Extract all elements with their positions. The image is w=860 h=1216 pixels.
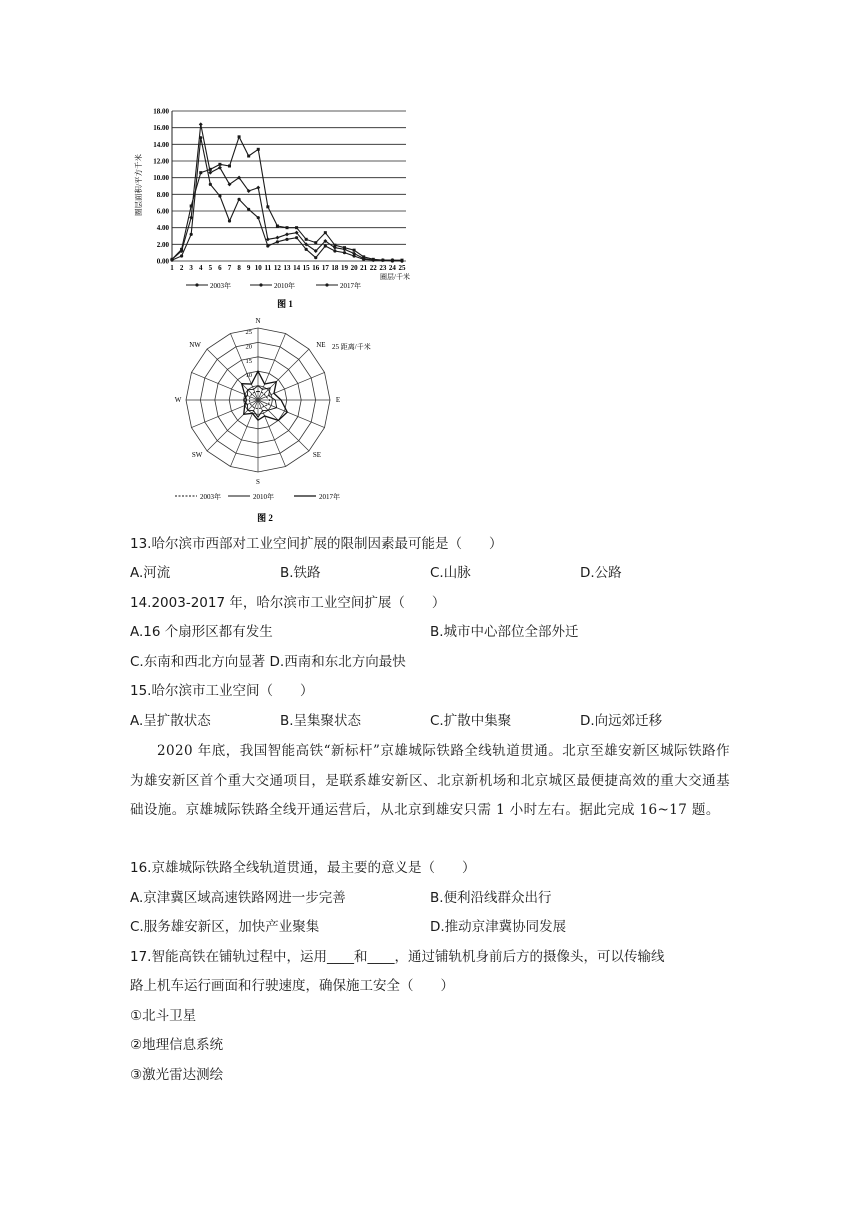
q17-stem-line1	[130, 951, 664, 965]
q13-option-b: B.铁路	[280, 565, 321, 581]
q17-blank-2: ____	[367, 949, 395, 965]
figure2-legend-label: 2017年	[319, 493, 340, 501]
figure2-ring-label: 25	[245, 329, 252, 336]
figure1-x-tick-label: 10	[254, 264, 262, 272]
figure1-x-tick-label: 5	[208, 264, 213, 272]
q16-stem: 16.京雄城际铁路全线轨道贯通，最主要的意义是（ ）	[130, 860, 476, 876]
figure1-data-point	[285, 238, 288, 241]
figure1-data-point	[314, 256, 317, 259]
figure2-spokes	[186, 328, 330, 472]
figure2-direction-label: S	[256, 478, 260, 486]
figure1-x-tick-label: 18	[331, 264, 339, 272]
figure1-data-point	[276, 225, 279, 228]
figure2-ring-label: 20	[245, 343, 252, 351]
figure1-caption: 图 1	[277, 299, 293, 309]
figure1-data-point	[199, 171, 202, 174]
figure1-data-point	[266, 205, 269, 208]
figure2-ring-label: 10	[245, 372, 252, 380]
figure2-legend-label: 2010年	[253, 493, 274, 501]
figure1-ylabel: 圈层面积/平方千米	[134, 153, 143, 217]
figure1-x-tick-label: 13	[283, 264, 291, 272]
figure1-data-point	[305, 238, 308, 241]
figure1-data-point	[286, 226, 289, 229]
figure1-data-point	[190, 233, 193, 236]
figure1-x-tick-label: 4	[199, 264, 203, 272]
figure1-data-point	[295, 226, 298, 229]
figure1-y-tick-labels	[153, 108, 169, 266]
figure1-data-point	[276, 240, 279, 243]
figure1-legend-marker	[325, 283, 328, 286]
figure2-legend	[175, 492, 340, 501]
figure2-direction-label: N	[255, 318, 261, 325]
figure1-data-point	[343, 246, 346, 249]
figure1-data-point	[266, 244, 269, 247]
figure1-data-point	[237, 198, 240, 201]
figure1-data-point	[257, 216, 260, 219]
figure1-data-point	[324, 244, 327, 247]
figure2-spoke	[258, 400, 309, 451]
figure2-ring-labels	[246, 329, 253, 379]
figure1-y-tick-label: 14.00	[153, 140, 169, 149]
figure1-data-point	[343, 251, 346, 254]
figure1-data-point	[256, 186, 260, 190]
figure1-data-point	[171, 258, 174, 261]
figure1-x-tick-label: 21	[360, 264, 368, 272]
q17-item-1: ①北斗卫星	[130, 1008, 197, 1024]
q14-stem: 14.2003-2017 年，哈尔滨市工业空间扩展（ ）	[130, 595, 446, 611]
figure1-data-point	[208, 171, 212, 175]
q15-option-d: D.向远郊迁移	[580, 713, 663, 729]
figure1-data-point	[352, 252, 356, 256]
figure1-data-point	[333, 244, 336, 247]
q15-option-c: C.扩散中集聚	[430, 713, 512, 729]
q15-stem: 15.哈尔滨市工业空间（ ）	[130, 683, 314, 699]
q16-option-c: C.服务雄安新区，加快产业聚集	[130, 919, 320, 935]
figure1-data-point	[247, 155, 250, 158]
q17-blank-1: ____	[326, 949, 354, 965]
q17-stem-part-c: ，通过铺轨机身前后方的摄像头，可以传输线	[394, 949, 665, 965]
figure1-data-point	[218, 163, 221, 166]
figure1-data-point	[285, 232, 289, 236]
figure1-legend-marker	[259, 283, 262, 286]
figure1-y-tick-label: 6.00	[156, 207, 169, 216]
figure1-data-point	[190, 205, 193, 208]
q17-item-2: ②地理信息系统	[130, 1037, 224, 1053]
figure1-x-tick-label: 20	[350, 264, 358, 272]
figure2-direction-label: E	[335, 396, 341, 404]
figure1-xlabel: 圈层/千米	[380, 273, 410, 281]
figure1-legend-label: 2010年	[274, 282, 295, 290]
figure1-data-point	[238, 135, 241, 138]
figure1-y-tick-label: 4.00	[156, 224, 169, 233]
figure1-data-point	[218, 194, 221, 197]
q17-item-3: ③激光雷达测绘	[130, 1067, 224, 1083]
q17-stem-part-b: 和	[353, 949, 368, 965]
figure1-data-point	[333, 249, 336, 252]
figure2-direction-label: NW	[189, 341, 201, 350]
q13-option-c: C.山脉	[430, 565, 471, 581]
q13-option-d: D.公路	[580, 565, 622, 581]
figure1-y-tick-label: 12.00	[153, 157, 169, 166]
figure1-legend-marker	[195, 283, 198, 286]
q16-option-d: D.推动京津冀协同发展	[430, 919, 567, 935]
figure1-y-tick-label: 16.00	[153, 124, 169, 133]
figure1-x-tick-label: 6	[218, 264, 222, 272]
figure1-x-tick-label: 19	[341, 264, 348, 272]
figure1-y-tick-label: 8.00	[156, 190, 169, 199]
figure1-x-tick-label: 11	[264, 264, 272, 272]
figure1-x-tick-label: 9	[246, 264, 251, 272]
q13-option-a: A.河流	[130, 565, 171, 581]
figure1-x-tick-label: 15	[302, 264, 310, 272]
figure1-x-tick-label: 2	[179, 264, 184, 272]
figure2-radar-chart	[168, 318, 398, 528]
figure1-x-tick-labels	[170, 264, 406, 272]
figure1-x-tick-label: 24	[388, 264, 396, 272]
q14-option-b: B.城市中心部位全部外迁	[430, 624, 579, 640]
figure2-spoke	[258, 349, 309, 400]
figure2-direction-label: SW	[191, 450, 203, 459]
figure2-distance-label: 25 距离/千米	[332, 343, 371, 351]
figure1-y-tick-label: 18.00	[153, 107, 169, 116]
figure1-x-tick-label: 16	[312, 264, 320, 272]
figure1-data-point	[295, 236, 298, 239]
figure1-legend-label: 2003年	[210, 282, 231, 290]
figure1-data-point	[314, 241, 317, 244]
figure1-x-tick-label: 23	[379, 264, 387, 272]
q15-option-b: B.呈集聚状态	[280, 713, 362, 729]
figure1-legend	[186, 281, 361, 290]
figure1-x-tick-label: 7	[227, 264, 232, 272]
figure1-data-point	[275, 236, 279, 240]
figure1-data-point	[247, 208, 250, 211]
q14-option-a: A.16 个扇形区都有发生	[130, 624, 273, 640]
figure1-y-tick-label: 2.00	[156, 240, 169, 249]
figure2-direction-label: SE	[312, 450, 321, 459]
figure1-data-point	[199, 122, 203, 126]
figure2-spoke	[207, 400, 258, 451]
q17-stem-part-a: 17.智能高铁在铺轨过程中，运用	[130, 949, 327, 965]
figure1-data-point	[353, 249, 356, 252]
figure1-data-point	[391, 259, 394, 262]
q15-option-a: A.呈扩散状态	[130, 713, 211, 729]
figure1-line-chart	[128, 100, 418, 315]
figure1-data-point	[257, 148, 260, 151]
q14-option-cd: C.东南和西北方向显著 D.西南和东北方向最快	[130, 654, 406, 670]
figure1-x-tick-label: 8	[237, 264, 241, 272]
figure1-x-tick-label: 22	[369, 264, 377, 272]
figure1-x-tick-label: 3	[189, 264, 193, 272]
figure1-data-point	[209, 183, 212, 186]
figure2-legend-label: 2003年	[200, 493, 221, 501]
figure1-data-point	[305, 248, 308, 251]
figure2-caption: 图 2	[257, 513, 273, 523]
figure1-series-line	[172, 138, 402, 261]
figure2-direction-label: W	[174, 396, 182, 404]
q16-option-a: A.京津冀区域高速铁路网进一步完善	[130, 890, 346, 906]
figure1-series	[170, 122, 404, 263]
figure1-data-point	[228, 219, 231, 222]
reading-passage: 2020 年底，我国智能高铁“新标杆”京雄城际铁路全线轨道贯通。北京至雄安新区城际铁路作为雄安新区首个重大交通项目，是联系雄安新区、北京新机场和北京城区最便捷高效的重大交通基础设施。京雄城际铁路全线开通运营后，从北京到雄安只需 1 小时左右。据此完成 16~17 题。	[130, 743, 730, 818]
figure1-y-tick-label: 10.00	[153, 174, 169, 183]
figure2-ring-label: 15	[245, 357, 252, 365]
figure1-x-tick-label: 1	[170, 264, 174, 272]
q13-stem: 13.哈尔滨市西部对工业空间扩展的限制因素最可能是（ ）	[130, 536, 503, 552]
figure1-data-point	[372, 258, 375, 261]
q17-stem-line2: 路上机车运行画面和行驶速度，确保施工安全（ ）	[130, 978, 454, 994]
figure1-data-point	[209, 168, 212, 171]
figure1-data-point	[180, 254, 183, 257]
figure1-legend-label: 2017年	[340, 282, 361, 290]
figure1-x-tick-label: 17	[321, 264, 329, 272]
figure1-data-point	[324, 231, 327, 234]
figure1-data-point	[381, 259, 384, 262]
figure1-data-point	[180, 248, 183, 251]
figure2-direction-label: NE	[316, 341, 326, 350]
figure1-x-tick-label: 12	[273, 264, 281, 272]
q16-option-b: B.便利沿线群众出行	[430, 890, 552, 906]
figure1-data-point	[362, 255, 365, 258]
figure1-data-point	[228, 165, 231, 168]
figure1-x-tick-label: 25	[398, 264, 406, 272]
figure1-y-tick-label: 0.00	[156, 257, 169, 266]
figure1-data-point	[401, 259, 404, 262]
figure1-x-tick-label: 14	[293, 264, 301, 272]
